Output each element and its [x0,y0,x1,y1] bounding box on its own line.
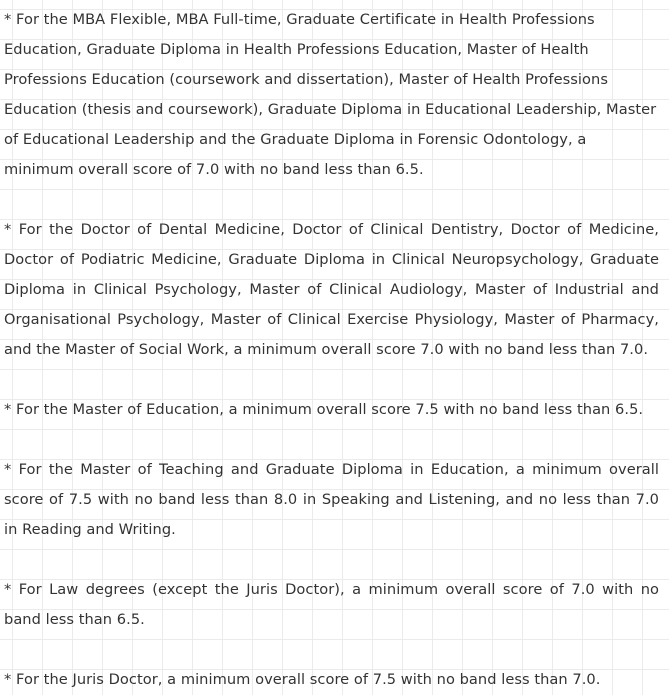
requirement-paragraph-mba-health-education: * For the MBA Flexible, MBA Full-time, Graduate Certificate in Health Professions Education, Graduate Diploma in Health Professions Education, Master of Health Professions Education (coursework and dissertation), Master of Health Professions Education (thesis and coursework), Graduate Diploma in Educational Leadership, Master of Educational Leadership and the Graduate Diploma in Forensic Odontology, a minimum overall score of 7.0 with no band less than 6.5. [4,11,657,178]
requirement-paragraph-juris-doctor: * For the Juris Doctor, a minimum overall score of 7.5 with no band less than 7.0. [4,671,601,688]
requirement-paragraph-law-degrees: * For Law degrees (except the Juris Doctor), a minimum overall score of 7.0 with no band less than 6.5. [4,581,659,628]
requirement-paragraph-clinical-degrees: * For the Doctor of Dental Medicine, Doctor of Clinical Dentistry, Doctor of Medicine, Doctor of Podiatric Medicine, Graduate Diploma in Clinical Neuropsychology, Graduate Diploma in Clinical Psychology, Master of Clinical Audiology, Master of Industrial and Organisational Psychology, Master of Clinical Exercise Physiology, Master of Pharmacy, and the Master of Social Work, a minimum overall score 7.0 with no band less than 7.0. [4,221,659,358]
requirement-paragraph-master-of-education: * For the Master of Education, a minimum overall score 7.5 with no band less than 6.5. [4,401,644,418]
requirement-paragraph-master-of-teaching: * For the Master of Teaching and Graduate Diploma in Education, a minimum overall score of 7.5 with no band less than 8.0 in Speaking and Listening, and no less than 7.0 in Reading and Writing. [4,461,659,538]
